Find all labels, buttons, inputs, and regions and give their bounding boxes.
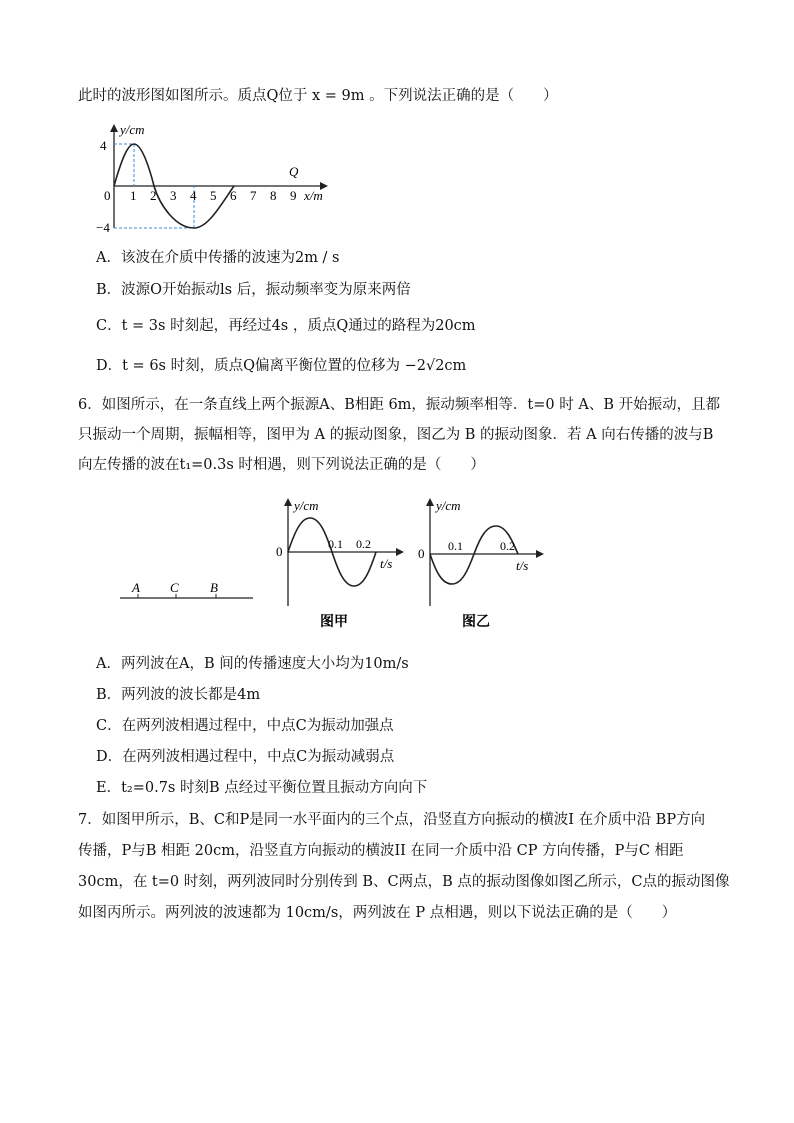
q5-option-a[interactable]: A．该波在介质中传播的波速为2m / s — [96, 250, 340, 266]
x-tick: 2 — [150, 188, 157, 203]
yi-curve — [430, 526, 518, 584]
jia-x-label: t/s — [380, 556, 393, 571]
x-tick: 3 — [170, 188, 177, 203]
q6-option-d[interactable]: D．在两列波相遇过程中，中点C为振动减弱点 — [96, 749, 395, 765]
q7-stem-line-3: 30cm，在 t=0 时刻，两列波同时分别传到 B、C两点，B 点的振动图像如图乙所示，C点的振动图像 — [78, 874, 730, 890]
q6-option-b[interactable]: B．两列波的波长都是4m — [96, 687, 261, 703]
q6-option-c[interactable]: C．在两列波相遇过程中，中点C为振动加强点 — [96, 718, 394, 734]
q5-option-b[interactable]: B．波源O开始振动ls 后，振动频率变为原来两倍 — [96, 282, 411, 298]
jia-caption: 图甲 — [320, 615, 348, 630]
x-tick: 7 — [250, 188, 257, 203]
x-tick: 9 — [290, 188, 297, 203]
y-min-label: −4 — [96, 220, 110, 235]
origin-label: 0 — [104, 188, 111, 203]
y-label: y/cm — [120, 122, 145, 137]
yi-y-label: y/cm — [436, 498, 461, 513]
q6-figure-jia — [270, 494, 410, 634]
q7-stem-line-2: 传播，P与B 相距 20cm，沿竖直方向振动的横波II 在同一介质中沿 CP 方向传播，P与C 相距 — [78, 843, 684, 859]
yi-origin: 0 — [418, 546, 425, 561]
x-tick: 4 — [190, 188, 197, 203]
jia-y-label: y/cm — [294, 498, 319, 513]
q5-option-c[interactable]: C．t = 3s 时刻起，再经过4s ，质点Q通过的路程为20cm — [96, 318, 476, 334]
x-label: x/m — [304, 188, 323, 203]
q7-stem-line-4: 如图丙所示。两列波的波速都为 10cm/s，两列波在 P 点相遇，则以下说法正确的是（ ） — [78, 905, 677, 921]
q6-figure-yi — [414, 494, 554, 634]
q6-stem-line-3: 向左传播的波在t₁=0.3s 时相遇，则下列说法正确的是（ ） — [78, 457, 485, 473]
yi-x-label: t/s — [516, 558, 529, 573]
yi-tick-2: 0.2 — [500, 539, 515, 553]
q6-line-figure — [118, 578, 258, 608]
jia-tick-2: 0.2 — [356, 537, 371, 551]
point-c-label: C — [170, 580, 179, 595]
q6-stem-line-1: 6．如图所示，在一条直线上两个振源A、B相距 6m，振动频率相等．t=0 时 A、B 开始振动，且都 — [78, 397, 721, 413]
point-q-label: Q — [289, 164, 299, 179]
x-tick: 6 — [230, 188, 237, 203]
point-a-label: A — [132, 580, 140, 595]
jia-origin: 0 — [276, 544, 283, 559]
q6-option-e[interactable]: E．t₂=0.7s 时刻B 点经过平衡位置且振动方向向下 — [96, 780, 428, 796]
q5-wave-figure — [96, 120, 346, 240]
q6-stem-line-2: 只振动一个周期，振幅相等，图甲为 A 的振动图象，图乙为 B 的振动图象．若 A 向右传播的波与B — [78, 427, 714, 443]
x-tick: 8 — [270, 188, 277, 203]
point-b-label: B — [210, 580, 218, 595]
q5-stem: 此时的波形图如图所示。质点Q位于 x = 9m 。下列说法正确的是（ ） — [78, 88, 558, 104]
x-tick: 1 — [130, 188, 137, 203]
q6-option-a[interactable]: A．两列波在A，B 间的传播速度大小均为10m/s — [96, 656, 409, 672]
jia-tick-1: 0.1 — [328, 537, 343, 551]
yi-caption: 图乙 — [462, 615, 490, 630]
q5-option-d[interactable]: D．t = 6s 时刻，质点Q偏离平衡位置的位移为 −2√2cm — [96, 358, 467, 374]
y-axis-arrow — [110, 124, 118, 132]
yi-tick-1: 0.1 — [448, 539, 463, 553]
q7-stem-line-1: 7．如图甲所示，B、C和P是同一水平面内的三个点，沿竖直方向振动的横波I 在介质中沿 BP方向 — [78, 812, 706, 828]
y-max-label: 4 — [100, 138, 107, 153]
x-tick: 5 — [210, 188, 217, 203]
